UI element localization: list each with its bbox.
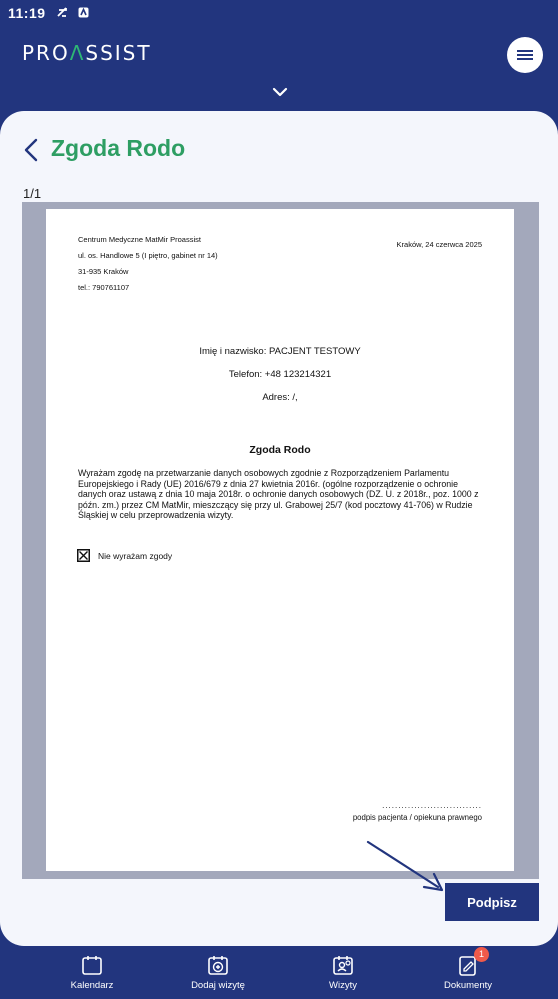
- patient-phone: Telefon: +48 123214321: [228, 369, 332, 380]
- sign-button[interactable]: Podpisz: [445, 883, 539, 921]
- patient-address: Adres: /,: [262, 392, 298, 403]
- checkbox-label: Nie wyrażam zgody: [98, 550, 173, 561]
- document-page: [46, 209, 514, 871]
- clinic-line: tel.: 790761107: [78, 283, 130, 292]
- documents-badge: 1: [474, 947, 489, 962]
- data-saver-icon: [56, 5, 68, 21]
- clinic-address: [78, 232, 218, 296]
- visits-icon: [332, 954, 354, 976]
- app-header: [0, 26, 558, 106]
- patient-info: [46, 340, 514, 409]
- nav-item-add-visit[interactable]: [168, 954, 268, 991]
- clinic-line: Centrum Medyczne MatMir Proassist: [78, 235, 201, 244]
- nav-item-documents[interactable]: [418, 949, 518, 991]
- signature-label: podpis pacjenta / opiekuna prawnego: [352, 813, 482, 822]
- hamburger-icon: [517, 49, 533, 61]
- checked-box-icon: [77, 549, 90, 562]
- calendar-add-icon: [207, 954, 229, 976]
- consent-title: Zgoda Rodo: [249, 444, 311, 456]
- calendar-icon: [81, 954, 103, 976]
- pointer-arrow-icon: [364, 840, 448, 895]
- page-title: Zgoda Rodo: [51, 135, 186, 161]
- nav-item-visits[interactable]: [293, 954, 393, 991]
- consent-body: Wyrażam zgodę na przetwarzanie danych osobowych zgodnie z Rozporządzeniem Parlamentu Europejskiego i Rady (UE) 2016/679 z dnia 27 kwietnia 2016r. (ogólne rozporządzenie o ochronie danych oraz ustawą z dnia 10 maja 2018r. o ochronie danych osobowych (DZ. U. z 2018r., poz. 1000 z późn. zm.) przez CM MatMir, mieszczący się przy ul. Grabowej 25/7 (kod pocztowy 41-706) w Rudzie Śląskiej w celu przeprowadzenia wizyty.: [78, 468, 479, 521]
- page-counter: 1/1: [23, 186, 42, 201]
- patient-name: Imię i nazwisko: PACJENT TESTOWY: [199, 346, 361, 357]
- bottom-nav: [0, 946, 558, 999]
- document-viewer[interactable]: [22, 202, 539, 879]
- clinic-line: 31-935 Kraków: [78, 267, 129, 276]
- status-bar: [0, 0, 558, 26]
- content-card: [0, 111, 558, 946]
- chevron-down-icon[interactable]: [272, 87, 288, 97]
- menu-button[interactable]: [507, 37, 543, 73]
- nav-label: Dodaj wizytę: [191, 980, 245, 991]
- back-arrow-icon[interactable]: [22, 137, 42, 163]
- consent-checkbox-row: [77, 549, 172, 562]
- notification-icon: [78, 5, 89, 21]
- nav-label: Wizyty: [329, 980, 357, 991]
- proassist-logo: PROΛSSIST: [22, 41, 152, 65]
- document-date: Kraków, 24 czerwca 2025: [396, 240, 482, 249]
- nav-label: Kalendarz: [70, 980, 114, 991]
- signature-line: ...............................: [382, 801, 482, 810]
- clinic-line: ul. os. Handlowe 5 (I piętro, gabinet nr 14): [78, 251, 218, 260]
- status-time: 11:19: [8, 5, 46, 21]
- nav-label: Dokumenty: [443, 980, 493, 991]
- nav-item-calendar[interactable]: [42, 954, 142, 991]
